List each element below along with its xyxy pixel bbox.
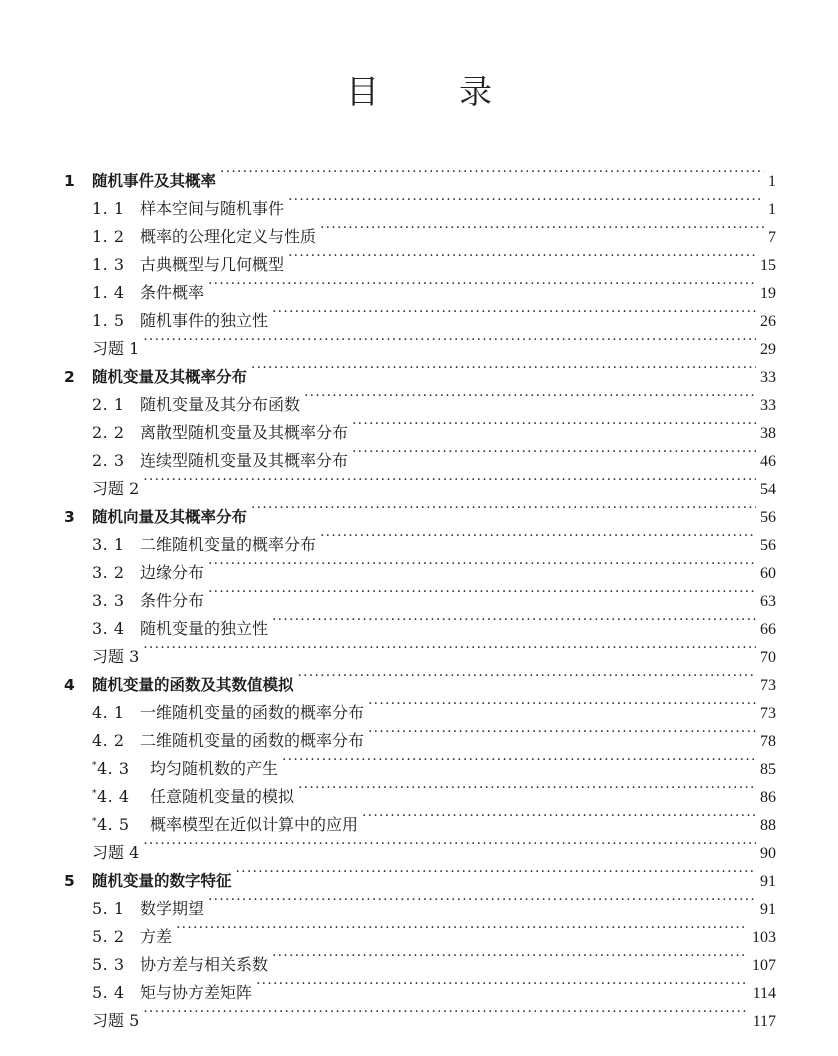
dot-leader	[236, 858, 756, 886]
dot-leader	[304, 382, 756, 410]
toc-exercise-row[interactable]	[64, 830, 776, 862]
toc-chapter-row[interactable]	[64, 158, 776, 190]
dot-leader	[143, 634, 756, 662]
toc-entry-title: 条件概率	[140, 283, 205, 302]
toc-entry-title: 习题 4	[92, 843, 140, 862]
page-title	[0, 66, 838, 113]
toc-exercise-row[interactable]	[64, 326, 776, 358]
table-of-contents	[64, 158, 776, 1030]
toc-entry-title: 离散型随机变量及其概率分布	[140, 423, 349, 442]
dot-leader	[272, 298, 756, 326]
toc-entry-title: 随机变量的函数及其数值模拟	[92, 676, 294, 694]
toc-entry-number: 1. 3	[92, 255, 125, 274]
dot-leader	[208, 886, 756, 914]
toc-entry-title: 随机事件的独立性	[140, 311, 269, 330]
dot-leader	[272, 942, 748, 970]
toc-entry-title: 均匀随机数的产生	[150, 759, 279, 778]
toc-entry-number: 5. 3	[92, 955, 125, 974]
toc-page-number: 7	[764, 224, 776, 252]
dot-leader	[272, 606, 756, 634]
toc-entry-number: 2	[64, 368, 75, 386]
toc-entry-number: 4. 2	[92, 731, 125, 750]
toc-entry-title: 概率模型在近似计算中的应用	[150, 815, 359, 834]
toc-page-number: 56	[756, 532, 776, 560]
toc-entry-title: 样本空间与随机事件	[140, 199, 285, 218]
dot-leader	[352, 410, 756, 438]
toc-entry-number: 1. 4	[92, 283, 125, 302]
toc-page-number: 54	[756, 476, 776, 504]
toc-entry-title: 协方差与相关系数	[140, 955, 269, 974]
toc-entry-title: 二维随机变量的概率分布	[140, 535, 317, 554]
toc-entry-number: 3. 4	[92, 619, 125, 638]
toc-entry-number: 3. 1	[92, 535, 125, 554]
toc-page-number: 66	[756, 616, 776, 644]
toc-entry-title: 方差	[140, 927, 173, 946]
toc-page-number: 78	[756, 728, 776, 756]
toc-entry-title: 随机事件及其概率	[92, 172, 217, 190]
toc-entry-number: 1	[64, 172, 75, 190]
toc-entry-number: 5	[64, 872, 75, 890]
dot-leader	[320, 214, 764, 242]
dot-leader	[220, 158, 764, 186]
toc-page-number: 38	[756, 420, 776, 448]
toc-entry-number-text: 4. 5	[97, 815, 130, 834]
toc-page-number: 103	[748, 924, 776, 952]
title-char-2: 录	[459, 72, 492, 111]
toc-exercise-row[interactable]	[64, 634, 776, 666]
dot-leader	[368, 690, 756, 718]
toc-page-number: 91	[756, 896, 776, 924]
toc-page-number: 107	[748, 952, 776, 980]
dot-leader	[288, 186, 764, 214]
dot-leader	[256, 970, 749, 998]
toc-entry-title: 随机变量及其概率分布	[92, 368, 248, 386]
toc-page-number: 86	[756, 784, 776, 812]
toc-entry-number: 1. 1	[92, 199, 125, 218]
toc-entry-number	[92, 808, 150, 839]
dot-leader	[143, 830, 756, 858]
dot-leader	[251, 494, 756, 522]
toc-page-number: 85	[756, 756, 776, 784]
toc-entry-title: 习题 5	[92, 1011, 140, 1030]
dot-leader	[251, 354, 756, 382]
toc-page-number: 114	[749, 980, 776, 1008]
dot-leader	[298, 662, 756, 690]
toc-entry-title: 任意随机变量的模拟	[150, 787, 295, 806]
toc-entry-title: 古典概型与几何概型	[140, 255, 285, 274]
toc-entry-title: 一维随机变量的函数的概率分布	[140, 703, 365, 722]
toc-entry-number: 3. 3	[92, 591, 125, 610]
toc-entry-number: 2. 1	[92, 395, 125, 414]
toc-entry-title: 习题 1	[92, 339, 140, 358]
title-char-1: 目	[346, 72, 379, 111]
toc-entry-title: 矩与协方差矩阵	[140, 983, 253, 1002]
toc-entry-title: 随机变量的数字特征	[92, 872, 232, 890]
toc-page-number: 1	[764, 196, 776, 224]
dot-leader	[143, 326, 756, 354]
toc-page-number: 70	[756, 644, 776, 672]
dot-leader	[352, 438, 756, 466]
dot-leader	[208, 578, 756, 606]
dot-leader	[362, 802, 756, 830]
toc-page-number: 1	[764, 168, 776, 196]
toc-page-number: 73	[756, 700, 776, 728]
toc-entry-number: 5. 1	[92, 899, 125, 918]
toc-entry-number: 3. 2	[92, 563, 125, 582]
toc-entry-title: 随机变量的独立性	[140, 619, 269, 638]
toc-entry-title: 随机向量及其概率分布	[92, 508, 248, 526]
dot-leader	[208, 550, 756, 578]
toc-page-number: 33	[756, 392, 776, 420]
optional-section-star: *	[92, 789, 97, 799]
toc-entry-number: 3	[64, 508, 75, 526]
dot-leader	[288, 242, 756, 270]
toc-chapter-row[interactable]	[64, 354, 776, 386]
toc-entry-number: 5. 2	[92, 927, 125, 946]
toc-entry-title: 条件分布	[140, 591, 205, 610]
dot-leader	[143, 998, 748, 1026]
toc-entry-title: 习题 2	[92, 479, 140, 498]
toc-chapter-row[interactable]	[64, 494, 776, 526]
toc-entry-number	[92, 780, 150, 811]
toc-exercise-row[interactable]	[64, 998, 776, 1030]
toc-entry-number: 2. 3	[92, 451, 125, 470]
toc-entry-number: 4. 1	[92, 703, 125, 722]
toc-entry-number-text: 4. 4	[97, 787, 130, 806]
toc-page-number: 29	[756, 336, 776, 364]
optional-section-star: *	[92, 761, 97, 771]
optional-section-star: *	[92, 817, 97, 827]
toc-page-number: 90	[756, 840, 776, 868]
toc-page-number: 60	[756, 560, 776, 588]
toc-entry-title: 边缘分布	[140, 563, 205, 582]
toc-entry-number: 5. 4	[92, 983, 125, 1002]
toc-page-number: 73	[756, 672, 776, 700]
toc-entry-number: 1. 5	[92, 311, 125, 330]
dot-leader	[298, 774, 756, 802]
toc-entry-number: 2. 2	[92, 423, 125, 442]
toc-exercise-row[interactable]	[64, 466, 776, 498]
toc-entry-number-text: 4. 3	[97, 759, 130, 778]
toc-page-number: 26	[756, 308, 776, 336]
dot-leader	[176, 914, 748, 942]
toc-chapter-row[interactable]	[64, 858, 776, 890]
toc-entry-title: 习题 3	[92, 647, 140, 666]
toc-page-number: 63	[756, 588, 776, 616]
toc-entry-title: 数学期望	[140, 899, 205, 918]
toc-page-number: 91	[756, 868, 776, 896]
toc-page-number: 46	[756, 448, 776, 476]
toc-page-number: 56	[756, 504, 776, 532]
toc-page-number: 117	[749, 1008, 776, 1036]
toc-entry-title: 连续型随机变量及其概率分布	[140, 451, 349, 470]
toc-page-number: 19	[756, 280, 776, 308]
toc-entry-title: 二维随机变量的函数的概率分布	[140, 731, 365, 750]
dot-leader	[368, 718, 756, 746]
toc-entry-number	[92, 752, 150, 783]
toc-entry-title: 随机变量及其分布函数	[140, 395, 301, 414]
toc-entry-number: 4	[64, 676, 75, 694]
toc-entry-title: 概率的公理化定义与性质	[140, 227, 317, 246]
dot-leader	[282, 746, 756, 774]
dot-leader	[143, 466, 756, 494]
toc-page-number: 33	[756, 364, 776, 392]
toc-entry-number: 1. 2	[92, 227, 125, 246]
toc-chapter-row[interactable]	[64, 662, 776, 694]
toc-page-number: 88	[756, 812, 776, 840]
dot-leader	[320, 522, 756, 550]
dot-leader	[208, 270, 756, 298]
toc-page-number: 15	[756, 252, 776, 280]
